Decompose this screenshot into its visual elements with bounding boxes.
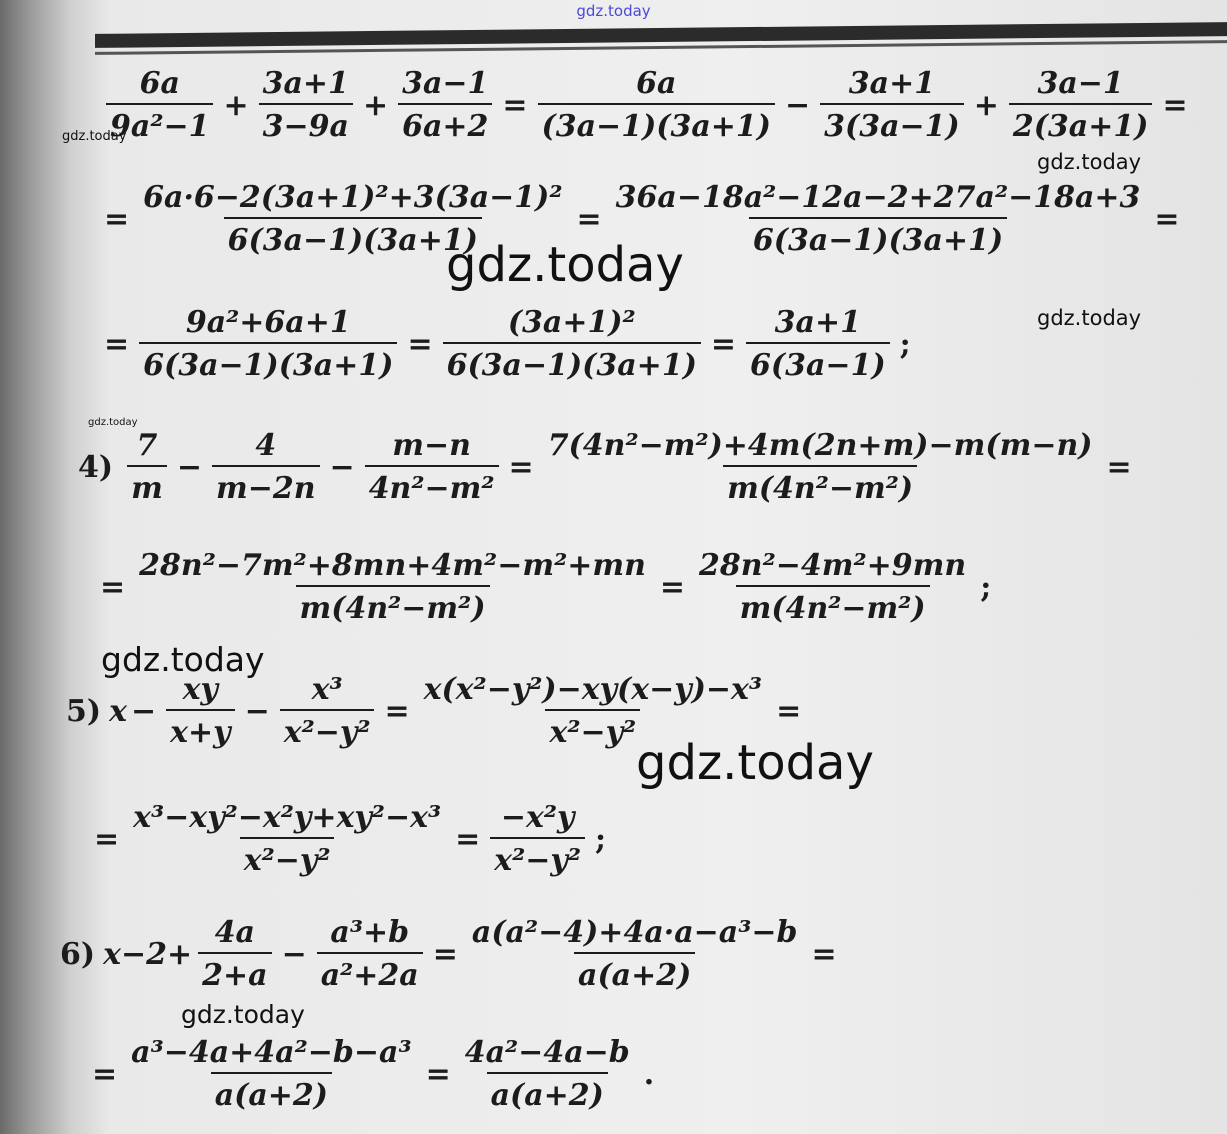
p5-line2 bbox=[90, 800, 610, 878]
equals-sign: = bbox=[100, 569, 126, 605]
numerator: (3a+1)² bbox=[507, 305, 636, 340]
numerator: 3a−1 bbox=[402, 66, 489, 101]
denominator: m(4n²−m²) bbox=[736, 585, 930, 626]
semicolon: ; bbox=[899, 326, 911, 362]
fraction bbox=[612, 180, 1145, 258]
watermark: gdz.today bbox=[181, 1000, 305, 1029]
numerator: 9a²+6a+1 bbox=[185, 305, 351, 340]
fraction bbox=[1009, 66, 1153, 144]
denominator: m−2n bbox=[212, 465, 320, 506]
numerator: 7 bbox=[136, 428, 158, 463]
fraction bbox=[212, 428, 320, 506]
watermark: gdz.today bbox=[1037, 306, 1142, 330]
fraction bbox=[544, 428, 1097, 506]
plus-sign: + bbox=[362, 87, 389, 123]
minus-sign: − bbox=[130, 693, 157, 729]
expression-term: x bbox=[109, 693, 127, 729]
denominator: m(4n²−m²) bbox=[723, 465, 917, 506]
numerator: x³−xy²−x²y+xy²−x³ bbox=[133, 800, 442, 835]
equals-sign: = bbox=[92, 1056, 118, 1092]
period: . bbox=[643, 1056, 655, 1092]
denominator: x²−y² bbox=[280, 709, 375, 750]
numerator: 28n²−4m²+9mn bbox=[699, 548, 967, 583]
fraction bbox=[127, 428, 167, 506]
denominator: a²+2a bbox=[317, 952, 423, 993]
numerator: m−n bbox=[392, 428, 471, 463]
denominator: 3(3a−1) bbox=[820, 103, 964, 144]
semicolon: ; bbox=[594, 821, 607, 857]
equals-sign: = bbox=[104, 201, 130, 237]
fraction bbox=[443, 305, 701, 383]
denominator: 4n²−m² bbox=[365, 465, 499, 506]
denominator: a(a+2) bbox=[487, 1072, 608, 1113]
equals-sign: = bbox=[94, 821, 120, 857]
equals-sign: = bbox=[1106, 449, 1132, 485]
semicolon: ; bbox=[980, 569, 992, 605]
numerator: x(x²−y²)−xy(x−y)−x³ bbox=[423, 672, 763, 707]
fraction bbox=[365, 428, 499, 506]
fraction bbox=[127, 1035, 415, 1113]
equals-sign: = bbox=[455, 821, 481, 857]
numerator: −x²y bbox=[500, 800, 575, 835]
numerator: a³+b bbox=[330, 915, 410, 950]
equals-sign: = bbox=[776, 693, 802, 729]
denominator: 6(3a−1)(3a+1) bbox=[139, 342, 397, 383]
minus-sign: − bbox=[329, 449, 355, 485]
numerator: 4a²−4a−b bbox=[464, 1035, 630, 1070]
equals-sign: = bbox=[1162, 87, 1188, 123]
equals-sign: = bbox=[425, 1056, 451, 1092]
denominator: 2+a bbox=[198, 952, 271, 993]
equals-sign: = bbox=[576, 201, 602, 237]
watermark: gdz.today bbox=[101, 640, 265, 679]
numerator: 4a bbox=[214, 915, 255, 950]
numerator: 3a+1 bbox=[848, 66, 936, 101]
problem-number: 4) bbox=[78, 449, 114, 485]
fraction bbox=[490, 800, 585, 878]
watermark: gdz.today bbox=[62, 129, 127, 144]
plus-sign: + bbox=[973, 87, 999, 123]
p4-line1 bbox=[78, 428, 1136, 506]
equals-sign: = bbox=[384, 693, 410, 729]
p3-line1 bbox=[100, 66, 1192, 144]
fraction bbox=[317, 915, 423, 993]
denominator: 6(3a−1)(3a+1) bbox=[224, 217, 482, 258]
equals-sign: = bbox=[407, 326, 433, 362]
p6-line1 bbox=[60, 915, 841, 993]
equals-sign: = bbox=[432, 936, 458, 972]
watermark: gdz.today bbox=[636, 735, 874, 791]
numerator: xy bbox=[182, 672, 218, 707]
plus-sign: + bbox=[223, 87, 249, 123]
denominator: x²−y² bbox=[490, 837, 585, 878]
fraction bbox=[129, 800, 445, 878]
numerator: a(a²−4)+4a·a−a³−b bbox=[471, 915, 798, 950]
numerator: 28n²−7m²+8mn+4m²−m²+mn bbox=[139, 548, 646, 583]
equals-sign: = bbox=[710, 326, 737, 362]
numerator: 6a·6−2(3a+1)²+3(3a−1)² bbox=[143, 180, 563, 215]
numerator: 36a−18a²−12a−2+27a²−18a+3 bbox=[615, 180, 1141, 215]
denominator: 6(3a−1)(3a+1) bbox=[443, 342, 701, 383]
p4-line2 bbox=[96, 548, 995, 626]
fraction bbox=[280, 672, 375, 750]
problem-number: 5) bbox=[66, 693, 102, 729]
expression-term: x−2+ bbox=[103, 936, 193, 972]
denominator: 2(3a+1) bbox=[1009, 103, 1153, 144]
equals-sign: = bbox=[1154, 201, 1180, 237]
problem-number: 6) bbox=[60, 936, 96, 972]
numerator: 7(4n²−m²)+4m(2n+m)−m(m−n) bbox=[547, 428, 1093, 463]
numerator: 3a−1 bbox=[1037, 66, 1124, 101]
denominator: 6(3a−1)(3a+1) bbox=[749, 217, 1007, 258]
denominator: 9a²−1 bbox=[106, 103, 213, 144]
fraction bbox=[398, 66, 492, 144]
fraction bbox=[538, 66, 775, 144]
equals-sign: = bbox=[659, 569, 686, 605]
denominator: x+y bbox=[166, 709, 234, 750]
fraction bbox=[198, 915, 271, 993]
numerator: a³−4a+4a²−b−a³ bbox=[131, 1035, 412, 1070]
equals-sign: = bbox=[104, 326, 130, 362]
fraction bbox=[695, 548, 970, 626]
minus-sign: − bbox=[784, 87, 811, 123]
numerator: 6a bbox=[636, 66, 677, 101]
minus-sign: − bbox=[244, 693, 270, 729]
equals-sign: = bbox=[508, 449, 534, 485]
denominator: 3−9a bbox=[259, 103, 353, 144]
denominator: a(a+2) bbox=[211, 1072, 332, 1113]
fraction bbox=[461, 1035, 634, 1113]
watermark: gdz.today bbox=[88, 417, 138, 428]
watermark: gdz.today bbox=[446, 237, 684, 293]
denominator: 6a+2 bbox=[398, 103, 492, 144]
denominator: m bbox=[127, 465, 167, 506]
denominator: a(a+2) bbox=[574, 952, 695, 993]
denominator: x²−y² bbox=[240, 837, 335, 878]
site-header-watermark: gdz.today bbox=[576, 2, 651, 20]
numerator: x³ bbox=[311, 672, 343, 707]
fraction bbox=[135, 548, 650, 626]
fraction bbox=[746, 305, 890, 383]
numerator: 6a bbox=[139, 66, 180, 101]
p3-line3 bbox=[100, 305, 915, 383]
denominator: 6(3a−1) bbox=[746, 342, 890, 383]
denominator: (3a−1)(3a+1) bbox=[538, 103, 775, 144]
minus-sign: − bbox=[176, 449, 202, 485]
fraction bbox=[166, 672, 234, 750]
p6-line2 bbox=[88, 1035, 658, 1113]
fraction bbox=[259, 66, 353, 144]
fraction bbox=[468, 915, 802, 993]
watermark: gdz.today bbox=[1037, 150, 1142, 174]
equals-sign: = bbox=[502, 87, 528, 123]
numerator: 4 bbox=[255, 428, 277, 463]
denominator: m(4n²−m²) bbox=[296, 585, 490, 626]
numerator: 3a+1 bbox=[774, 305, 861, 340]
fraction bbox=[139, 305, 397, 383]
fraction bbox=[820, 66, 964, 144]
minus-sign: − bbox=[281, 936, 307, 972]
numerator: 3a+1 bbox=[262, 66, 349, 101]
equals-sign: = bbox=[811, 936, 837, 972]
denominator: x²−y² bbox=[545, 709, 640, 750]
